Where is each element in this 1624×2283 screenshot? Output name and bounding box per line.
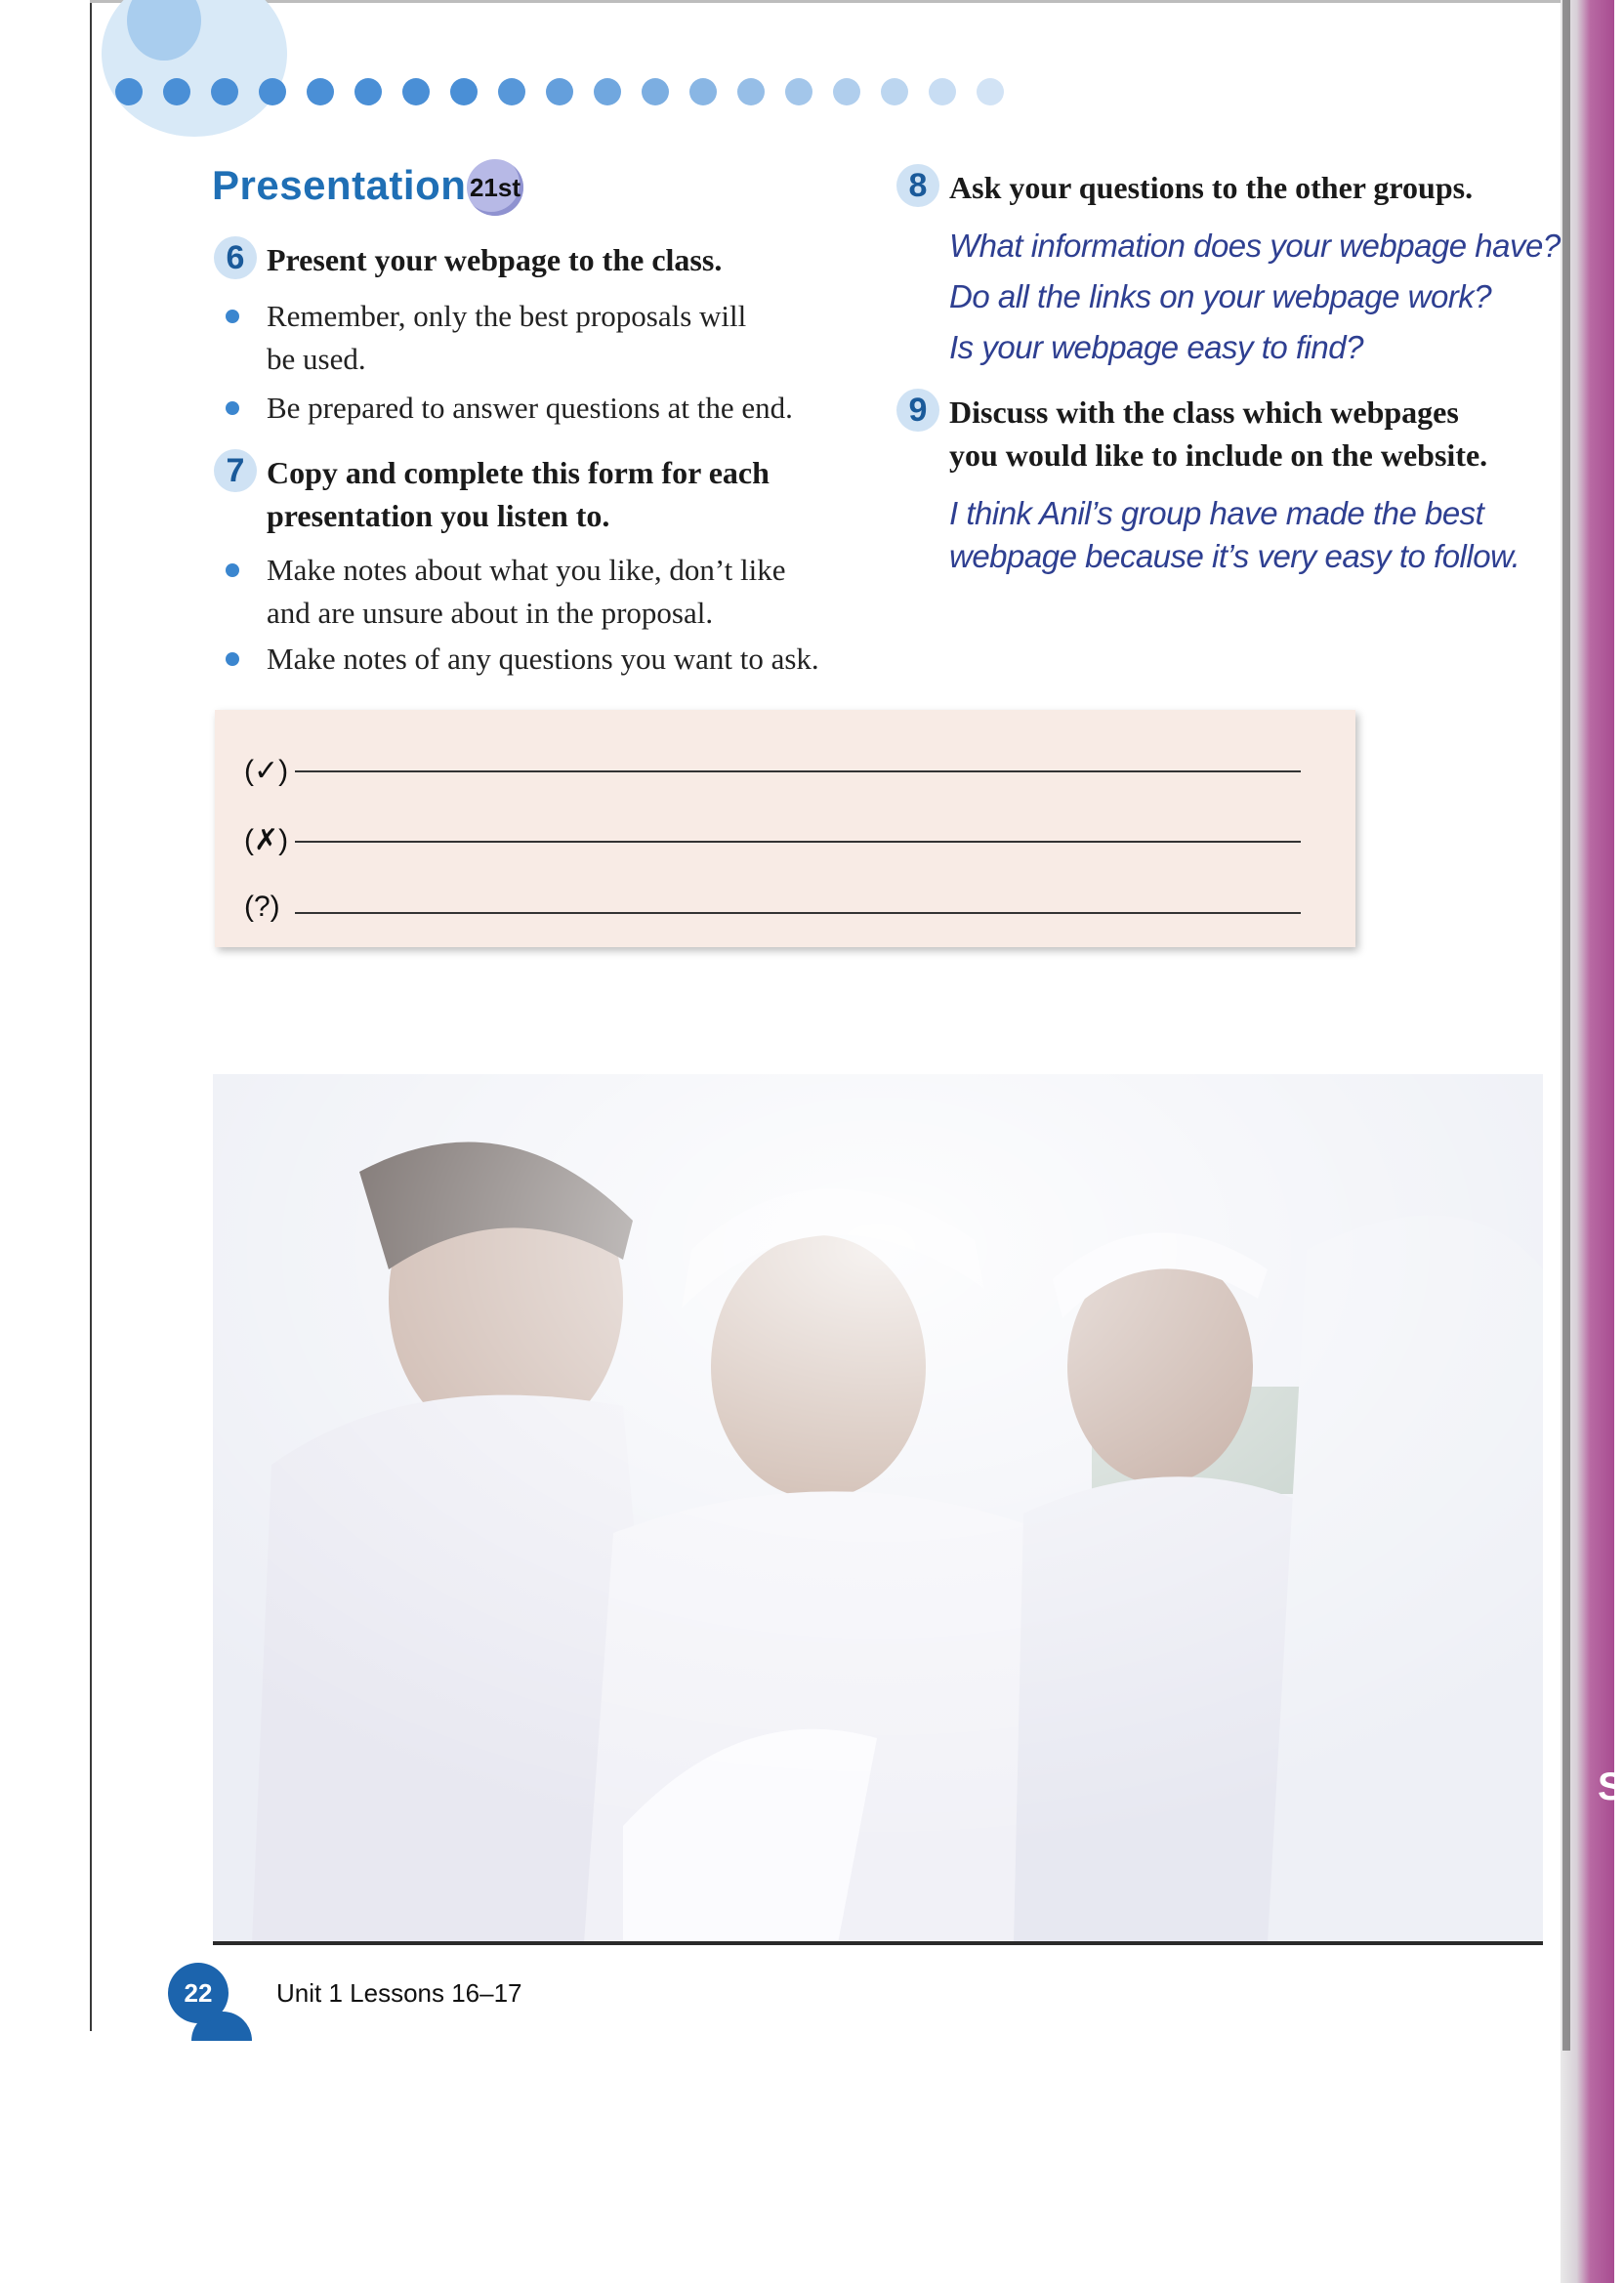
form-line-dislike[interactable] — [295, 841, 1301, 843]
scan-top-shadow — [90, 0, 1574, 3]
task-6-bullet-1-line-1: Remember, only the best proposals will — [267, 299, 747, 333]
photo-bottom-edge — [213, 1941, 1543, 1945]
form-label-dislike: (✗) — [244, 824, 289, 856]
form-label-unsure: (?) — [244, 891, 280, 923]
decorative-dot — [737, 78, 765, 105]
bullet-icon — [226, 310, 239, 323]
task-7-number: 7 — [214, 449, 257, 492]
decorative-dot — [402, 78, 430, 105]
task-7-bullet-1-line-2: and are unsure about in the proposal. — [267, 596, 714, 630]
task-9-example-2: webpage because it’s very easy to follow. — [949, 538, 1520, 574]
form-line-unsure[interactable] — [295, 912, 1301, 914]
students-photo-illustration — [213, 1074, 1543, 1943]
decorative-dot — [833, 78, 860, 105]
decorative-dot — [211, 78, 238, 105]
students-photo — [213, 1074, 1543, 1943]
footer-unit-lessons: Unit 1 Lessons 16–17 — [276, 1978, 522, 2008]
task-6-number: 6 — [214, 236, 257, 279]
decorative-dot — [450, 78, 478, 105]
task-7-instruction-line-1: Copy and complete this form for each — [267, 455, 770, 490]
21st-century-skills-badge: 21st — [467, 159, 523, 216]
form-line-like[interactable] — [295, 770, 1301, 772]
decorative-dot — [498, 78, 525, 105]
task-9-example-1: I think Anil’s group have made the best — [949, 495, 1484, 531]
task-8-instruction: Ask your questions to the other groups. — [949, 170, 1474, 205]
page-number: 22 — [168, 1963, 229, 2023]
scan-left-edge — [90, 0, 92, 2031]
task-7-bullet-2: Make notes of any questions you want to ask. — [267, 642, 819, 676]
decorative-dot — [785, 78, 812, 105]
task-6-bullet-2: Be prepared to answer questions at the end. — [267, 391, 793, 425]
notes-form-box — [215, 710, 1355, 947]
form-label-like: (✓) — [244, 755, 289, 787]
task-8-example-1: What information does your webpage have? — [949, 228, 1561, 264]
decorative-dot — [977, 78, 1004, 105]
bullet-icon — [226, 401, 239, 415]
decorative-dot — [642, 78, 669, 105]
decorative-dot — [881, 78, 908, 105]
decorative-dot — [689, 78, 717, 105]
task-8-example-3: Is your webpage easy to find? — [949, 329, 1363, 365]
section-heading: Presentation — [212, 162, 467, 208]
decorative-dots-row — [115, 78, 994, 107]
bullet-icon — [226, 652, 239, 666]
task-9-instruction-line-2: you would like to include on the website. — [949, 437, 1488, 473]
right-page-gutter — [1562, 0, 1570, 2051]
task-8-example-2: Do all the links on your webpage work? — [949, 278, 1492, 314]
decorative-dot — [163, 78, 190, 105]
task-6-bullet-1-line-2: be used. — [267, 342, 366, 376]
decorative-dot — [594, 78, 621, 105]
task-6-instruction: Present your webpage to the class. — [267, 242, 723, 277]
right-page-letter: S — [1598, 1765, 1624, 1808]
decorative-dot — [546, 78, 573, 105]
task-9-number: 9 — [896, 389, 939, 432]
task-9-instruction-line-1: Discuss with the class which webpages — [949, 394, 1459, 430]
decorative-dot — [259, 78, 286, 105]
bullet-icon — [226, 563, 239, 577]
decorative-dot — [307, 78, 334, 105]
task-8-number: 8 — [896, 164, 939, 207]
decorative-dot — [354, 78, 382, 105]
decorative-dot — [929, 78, 956, 105]
task-7-bullet-1-line-1: Make notes about what you like, don’t like — [267, 553, 786, 587]
decorative-dot — [115, 78, 143, 105]
task-7-instruction-line-2: presentation you listen to. — [267, 498, 610, 533]
